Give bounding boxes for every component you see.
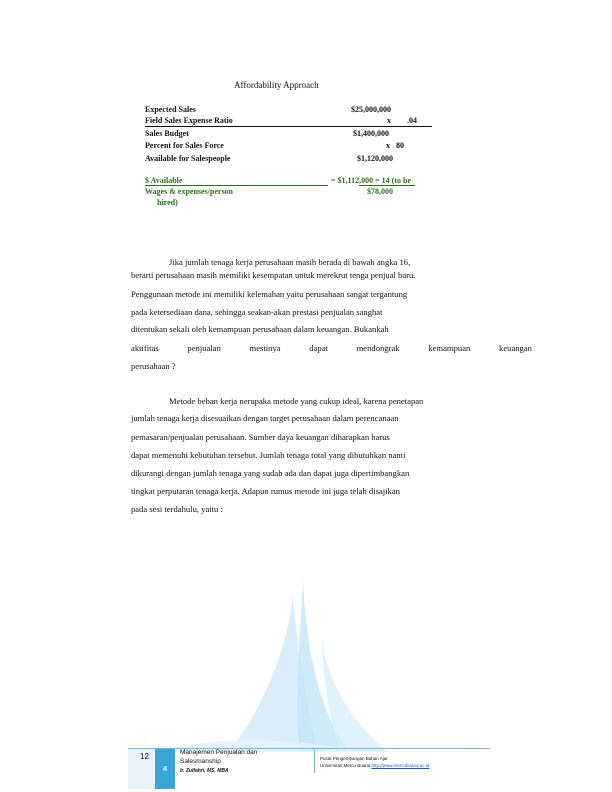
course-title-line1: Manajemen Penjualan dan bbox=[180, 749, 258, 756]
justified-word: aktifitas bbox=[131, 343, 159, 353]
session-number: 4 bbox=[163, 765, 167, 773]
justified-line bbox=[131, 343, 532, 354]
paragraph-line: berarti perusahaan masih memiliki kesempatan untuk merekrut tenga penjual baru. bbox=[131, 270, 416, 280]
table-row-label: Field Sales Expense Ratio bbox=[145, 116, 233, 125]
table-row-value: x .04 bbox=[387, 116, 417, 125]
university-link[interactable]: http://www.mercubuana.ac.id bbox=[371, 763, 430, 768]
paragraph-line: pemasaran/penjualan perusahaan. Sumber daya keuangan diharapkan harus bbox=[131, 432, 390, 442]
university-line bbox=[320, 763, 429, 768]
footer-vertical-divider bbox=[314, 749, 315, 773]
paragraph-line: ditentukan sekali oleh kemampuan perusahaan dalam keuangan. Bukankah bbox=[131, 324, 389, 334]
table-row-label: Expected Sales bbox=[145, 105, 196, 114]
table-row-value: $1,120,000 bbox=[357, 154, 393, 163]
paragraph-line: pada ketersediaan dana, sehingga seakan-akan prestasi penjualan sanghat bbox=[131, 307, 383, 317]
page-number: 12 bbox=[140, 752, 149, 761]
center-name: Pusat Pengembangan Bahan Ajar bbox=[320, 756, 388, 761]
table-row-value: x 80 bbox=[386, 141, 404, 150]
session-badge bbox=[155, 749, 175, 789]
table-divider bbox=[145, 126, 432, 127]
university-name: Universitas Mercu Buana bbox=[320, 763, 372, 768]
paragraph-line: Penggunaan metode ini memiliki kelemahan yaitu perusahaan sangat tergantung bbox=[131, 289, 408, 299]
paragraph-line: dapat memenuhi kebutuhan tersebut. Jumlah tenaga total yang dibutuhkan nanti bbox=[131, 450, 406, 460]
available-formula: = $1,112,000 = 14 (to be bbox=[331, 176, 412, 185]
justified-word: keuangan bbox=[499, 343, 532, 353]
justified-word: kemampuan bbox=[428, 343, 471, 353]
wages-label: Wages & expenses/person bbox=[145, 187, 233, 196]
paragraph-line: Metode beban kerja nerupaka metode yang cukup ideal, karena penetapan bbox=[169, 396, 424, 406]
table-row-label: Sales Budget bbox=[145, 129, 189, 138]
justified-word: penjualan bbox=[187, 343, 221, 353]
paragraph-line: dikurangi dengan jumlah tenaga yang sudah ada dan dapat juga dipertimbangkan bbox=[131, 468, 410, 478]
paragraph-line: jumlah tenaga kerja disesuaikan dengan target perusahaan dalam perencanaan bbox=[131, 413, 399, 423]
paragraph-line: perusahaan ? bbox=[131, 361, 176, 371]
paragraph-line: pada sesi terdahulu, yaitu : bbox=[131, 504, 223, 514]
available-label: $ Available bbox=[145, 176, 183, 185]
table-row-value: $25,000,000 bbox=[351, 105, 391, 114]
justified-word: mendongrak bbox=[356, 343, 400, 353]
table-row-label: Available for Salespeople bbox=[145, 154, 231, 163]
justified-word: dapat bbox=[309, 343, 328, 353]
section-title: Affordability Approach bbox=[234, 80, 319, 90]
wages-value: $78,000 bbox=[367, 187, 393, 196]
paragraph-line: tingkat perputaran tenaga kerja. Adapun rumus metode ini juga telah disajikan bbox=[131, 486, 400, 496]
author-name: Ir. Zulfahri, MS. MBA bbox=[180, 768, 229, 774]
hired-label: hired) bbox=[157, 198, 178, 207]
table-row-value: $1,400,000 bbox=[353, 129, 389, 138]
paragraph-line: Jika jumlah tenaga kerja perusahaan masih berada di bawah angka 16, bbox=[169, 257, 411, 267]
table-row-label: Percent for Sales Force bbox=[145, 141, 224, 150]
justified-word: mestinya bbox=[249, 343, 281, 353]
course-title-line2: Salesmanship bbox=[180, 758, 221, 765]
